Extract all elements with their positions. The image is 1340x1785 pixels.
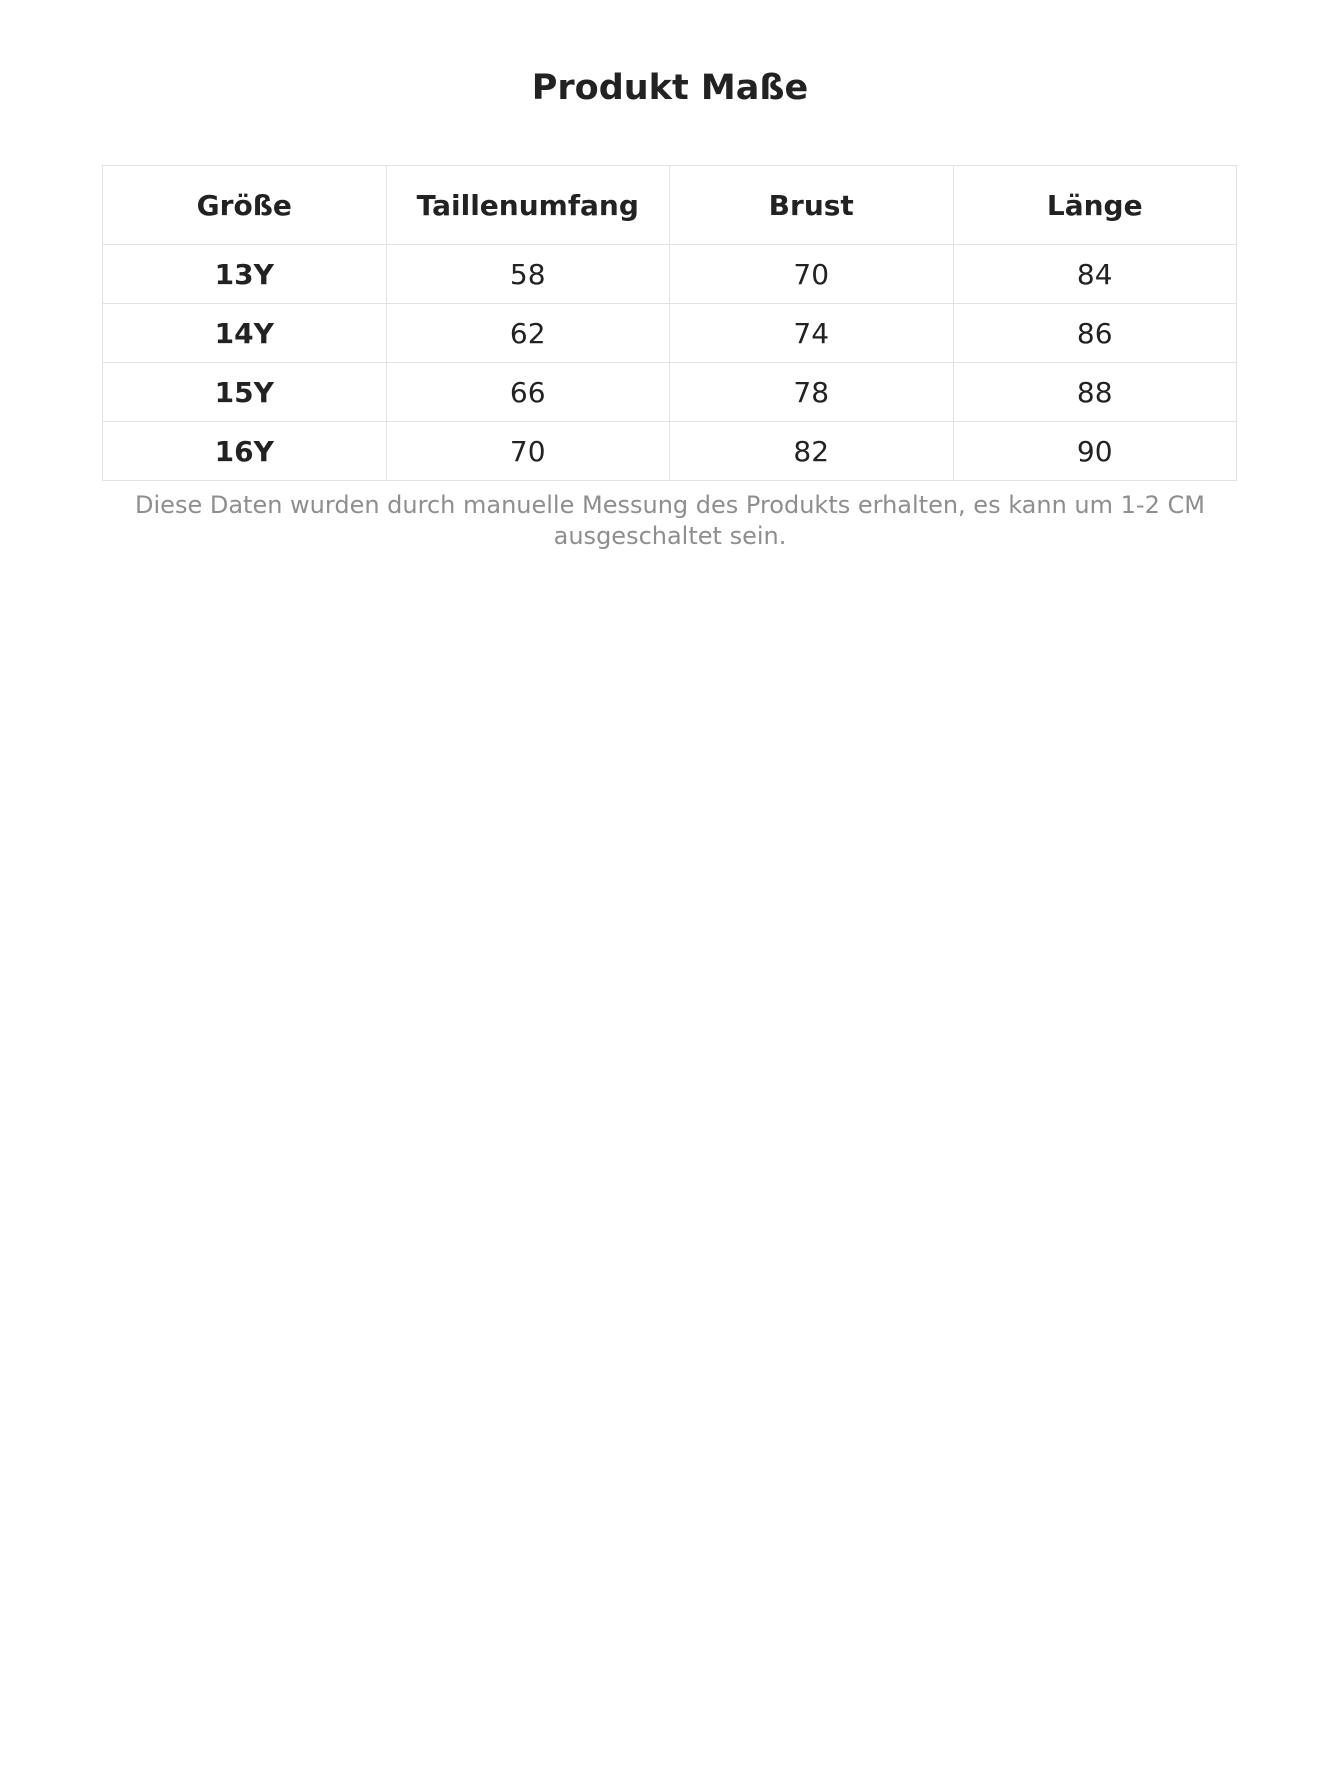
chest-cell: 78 (670, 363, 954, 422)
size-table-body (103, 245, 1237, 481)
size-cell: 16Y (103, 422, 387, 481)
header-taillenumfang: Taillenumfang (386, 166, 670, 245)
waist-cell: 66 (386, 363, 670, 422)
length-cell: 86 (953, 304, 1237, 363)
length-cell: 84 (953, 245, 1237, 304)
size-table-header (103, 166, 1237, 245)
size-cell: 13Y (103, 245, 387, 304)
size-cell: 15Y (103, 363, 387, 422)
length-cell: 88 (953, 363, 1237, 422)
table-row (103, 422, 1237, 481)
chest-cell: 70 (670, 245, 954, 304)
table-row (103, 304, 1237, 363)
chest-cell: 74 (670, 304, 954, 363)
header-laenge: Länge (953, 166, 1237, 245)
page-title: Produkt Maße (531, 68, 809, 108)
table-row (103, 363, 1237, 422)
header-row (103, 166, 1237, 245)
header-brust: Brust (670, 166, 954, 245)
table-row (103, 245, 1237, 304)
waist-cell: 58 (386, 245, 670, 304)
header-groesse: Größe (103, 166, 387, 245)
waist-cell: 62 (386, 304, 670, 363)
waist-cell: 70 (386, 422, 670, 481)
measurement-note: Diese Daten wurden durch manuelle Messung des Produkts erhalten, es kann um 1-2 CM ausgeschaltet sein. (135, 491, 1205, 550)
size-table (102, 165, 1237, 481)
chest-cell: 82 (670, 422, 954, 481)
size-cell: 14Y (103, 304, 387, 363)
length-cell: 90 (953, 422, 1237, 481)
